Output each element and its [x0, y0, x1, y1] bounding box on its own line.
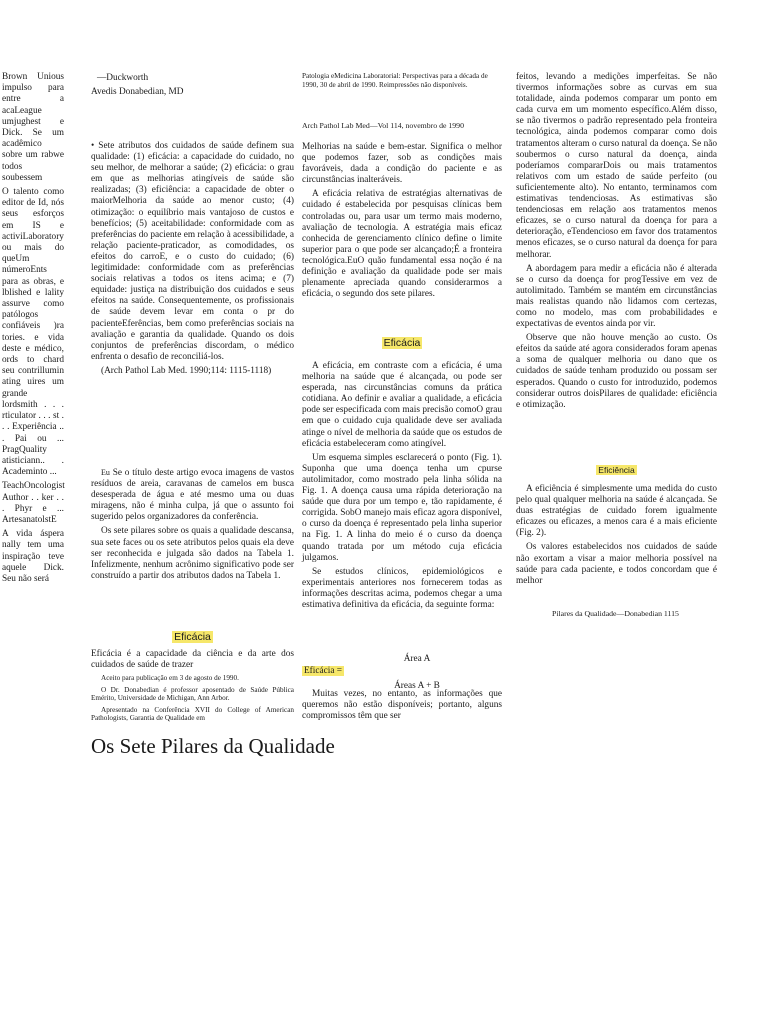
- footnote: Aceito para publicação em 3 de agosto de 1990.: [101, 674, 239, 682]
- intro-paragraph-1: Eu Se o título deste artigo evoca imagens de vastos resíduos de areia, caravanas de camelos em busca desesperada de água e até mesmo uma ou duas miragens, não é minha culpa, já que o assunto foi sugerido pelos organizadores da conferência.: [91, 468, 294, 523]
- margin-column: [2, 72, 64, 588]
- citation: (Arch Pathol Lab Med. 1990;114: 1115-1118): [101, 365, 272, 376]
- article-title-block: [91, 734, 335, 758]
- section-heading-efficacy: [91, 632, 294, 643]
- section-heading-text: Eficácia: [383, 337, 421, 349]
- epigraph-attribution: —Duckworth: [97, 73, 149, 83]
- pillars-summary: [91, 141, 294, 380]
- section-heading-efficiency: [516, 465, 717, 476]
- section-heading-text: Eficiência: [598, 465, 635, 475]
- paragraph: A eficácia, em contraste com a eficácia, é uma melhoria na saúde que é alcançada, ou pode ser esperada, nas circunstâncias comuns da prática cotidiana. Ao definir e avaliar a qualidade, a eficácia pode ser especificada com mais precisão comoO grau em que o cuidado cuja qualidade deve ser avaliada atinge o nível de melhoria da saúde que os estudos de eficácia estabeleceram como atingível.: [302, 361, 502, 449]
- section-heading-text: Eficácia: [174, 631, 211, 643]
- margin-paragraph: TeachOncologist Author . . ker . . . Phyr e ... ArtesanatolstE: [2, 481, 65, 525]
- footnote: Apresentado na Conferência XVII do College of American Pathologists, Garantia de Qualidade em: [91, 705, 294, 723]
- column-3-body: [302, 361, 502, 614]
- column-3-text: [302, 142, 502, 303]
- column-4-text: [516, 72, 717, 414]
- paragraph: Se estudos clínicos, epidemiológicos e experimentais anteriores nos fornecerem todas as informações descritas acima, podemos chegar a uma estimativa definitiva da eficácia, da seguinte forma:: [302, 566, 502, 610]
- introduction: [91, 467, 294, 585]
- formula-numerator: Área A: [403, 654, 431, 664]
- margin-paragraph: A vida áspera nally tem uma inspiração teve aquele Dick. Seu não será: [2, 529, 64, 584]
- formula-denominator: Áreas A + B: [394, 681, 440, 692]
- article-title: Os Sete Pilares da Qualidade: [91, 734, 335, 758]
- footnote: O Dr. Donabedian é professor aposentado de Saúde Pública Emérito, Universidade de Michigan, Ann Arbor.: [91, 685, 294, 703]
- column-4-body: [516, 484, 717, 590]
- paragraph: A eficiência é simplesmente uma medida do custo pelo qual qualquer melhoria na saúde é alcançada. Se duas estratégias de cuidado forem igualmente eficazes ou eficazes, a menos cara é a mais eficiente (Fig. 2).: [516, 484, 717, 539]
- margin-paragraph: Brown Unious impulso para entre a acaLeague umjughest e Dick. Se um acadêmico sobre um rabwe todos soubessem: [2, 72, 64, 183]
- footnote-continuation: Patologia eMedicina Laboratorial: Perspectivas para a década de 1990, 30 de abril de 1990. Reimpressões não disponíveis.: [302, 72, 488, 89]
- paragraph: Observe que não houve menção ao custo. Os efeitos da saúde até agora considerados foram apenas a soma de qualquer melhoria ou dano que os cuidados de saúde tenham produzido ou possam ser esperados. Quando o custo for introduzido, podemos considerar outros doisPilares de qualidade: eficiência e otimização.: [516, 333, 717, 410]
- effectiveness-formula: [302, 654, 502, 692]
- paragraph: Melhorias na saúde e bem-estar. Significa o melhor que podemos fazer, sob as condições mais favoráveis, dada a condição do paciente e as circunstâncias inalteráveis.: [302, 142, 502, 186]
- section-heading-effectiveness: [302, 338, 502, 349]
- paragraph: feitos, levando a medições imperfeitas. Se não tivermos informações sobre as curvas em sua totalidade, ainda podemos comparar um ponto em cada curva em um momento específico.Além disso, se não tivermos o padrão representado pela fronteira tecnológica, ainda podemos comparar como dois tratamentos alteram o curso natural da doença. Se não soubermos o curso natural da doença, ainda poderíamos compararDois ou mais tratamentos relativos com um estado de saúde perfeito (ou suficientemente alto). No entanto, terminamos com estimativas tendenciosas. As estimativas são tendenciosas em relação aos tratamentos menos eficazes, se o curso natural da doença for para a deterioração, eTendencioso em favor dos tratamentos menos eficazes, se o curso natural da doença for para melhorar.: [516, 72, 717, 260]
- pillars-summary-text: • Sete atributos dos cuidados de saúde definem sua qualidade: (1) eficácia: a capacidade do cuidado, no seu melhor, de melhorar a saúde; (2) eficácia: o grau em que as melhorias atingíveis de saúde são realizadas; (3) eficiência: a capacidade de obter o maiorMelhoria da saúde ao menor custo; (4) otimização: o equilíbrio mais vantajoso de custos e benefícios; (5) aceitabilidade: conformidade com as preferências do paciente em relação à acessibilidade, a relação paciente-praticador, as comodidades, os efeitos do carroE, e o custo do cuidado; (6) legitimidade: conformidade com as preferências sociais relativas a todos os itens acima; e (7) equidade: justiça na distribuição dos cuidados e seus efeitos na saúde. Consequentemente, os profissionais de saúde devem levar em conta o pr do pacienteEferências, bem como preferências sociais na avaliação e garantia da qualidade. Quando os dois conjuntos de preferências discordam, o médico enfrenta o desafio de reconciliá-los.: [91, 141, 294, 362]
- intro-paragraph-2: Os sete pilares sobre os quais a qualidade descansa, sua sete faces ou os sete atributos pelos quais ela deve ser reconhecida e julgada são dados na Tabela 1. Infelizmente, nenhum acrônimo significativo pode ser construído a partir dos atributos dados na Tabela 1.: [91, 526, 294, 581]
- paragraph: A abordagem para medir a eficácia não é alterada se o curso da doença for progTessive em vez de autolimitado. Também se mantém em circunstâncias mais realistas quando não lidamos com certezas, como no modelo, mas com probabilidades e expectativas de eventos ainda por vir.: [516, 263, 717, 330]
- formula-label: Eficácia =: [304, 666, 343, 677]
- drop-cap-marker: Eu: [101, 468, 110, 477]
- paragraph: A eficácia relativa de estratégias alternativas de cuidado é estabelecida por pesquisas clínicas bem controladas ou, para usar um termo mais moderno, avaliação de tecnologia. A estratégia mais eficaz conhecida de gerenciamento clínico define o limite superior para o que pode ser alcançado;É a fronteira tecnológica.EuO quão fundamental essa noção é na definição e avaliação da qualidade pode ser mais plenamente apreciada quando considerarmos a eficácia, o segundo dos sete pilares.: [302, 189, 502, 300]
- paragraph: Um esquema simples esclarecerá o ponto (Fig. 1). Suponha que uma doença tenha um cpurse autolimitador, como mostrado pela linha sólida na Fig. 1. A doença causa uma rápida deterioração na saúde que dura por um tempo e, tão rapidamente, é corrigida. SobO manejo mais eficaz agora disponível, o curso da doença é representado pela linha superior na Fig. 1. A linha do meio é o curso da doença quando tratada por um método cuja eficácia julgamos.: [302, 452, 502, 563]
- paragraph: Os valores estabelecidos nos cuidados de saúde não exortam a visar a maior melhoria possível na saúde para cada paciente, e todos concordam que é melhor: [516, 542, 717, 586]
- author-name: Avedis Donabedian, MD: [91, 87, 184, 97]
- footnotes: [91, 674, 294, 726]
- efficacy-intro: Eficácia é a capacidade da ciência e da arte dos cuidados de saúde de trazer: [91, 649, 294, 671]
- margin-paragraph: O talento como editor de Id, nós seus esforços em IS e activiLaboratory ou mais do queUm númeroEnts para as obras, e lblished e lality assurve como patólogos confiáveis )ra tories. e vida deste e médico, ords to chard seu contrillumin ating uires um grande lordsmith . . . rticulator . . . st . . . Experiência .. . Pai ou ... PragQuality atisticiann.. . Academinto ...: [2, 187, 64, 478]
- running-head: Arch Pathol Lab Med—Vol 114, novembro de 1990: [302, 121, 464, 130]
- running-foot: Pilares da Qualidade—Donabedian 1115: [552, 609, 679, 618]
- paragraph: Muitas vezes, no entanto, as informações que queremos não estão disponíveis; portanto, alguns compromissos têm que ser: [302, 689, 502, 722]
